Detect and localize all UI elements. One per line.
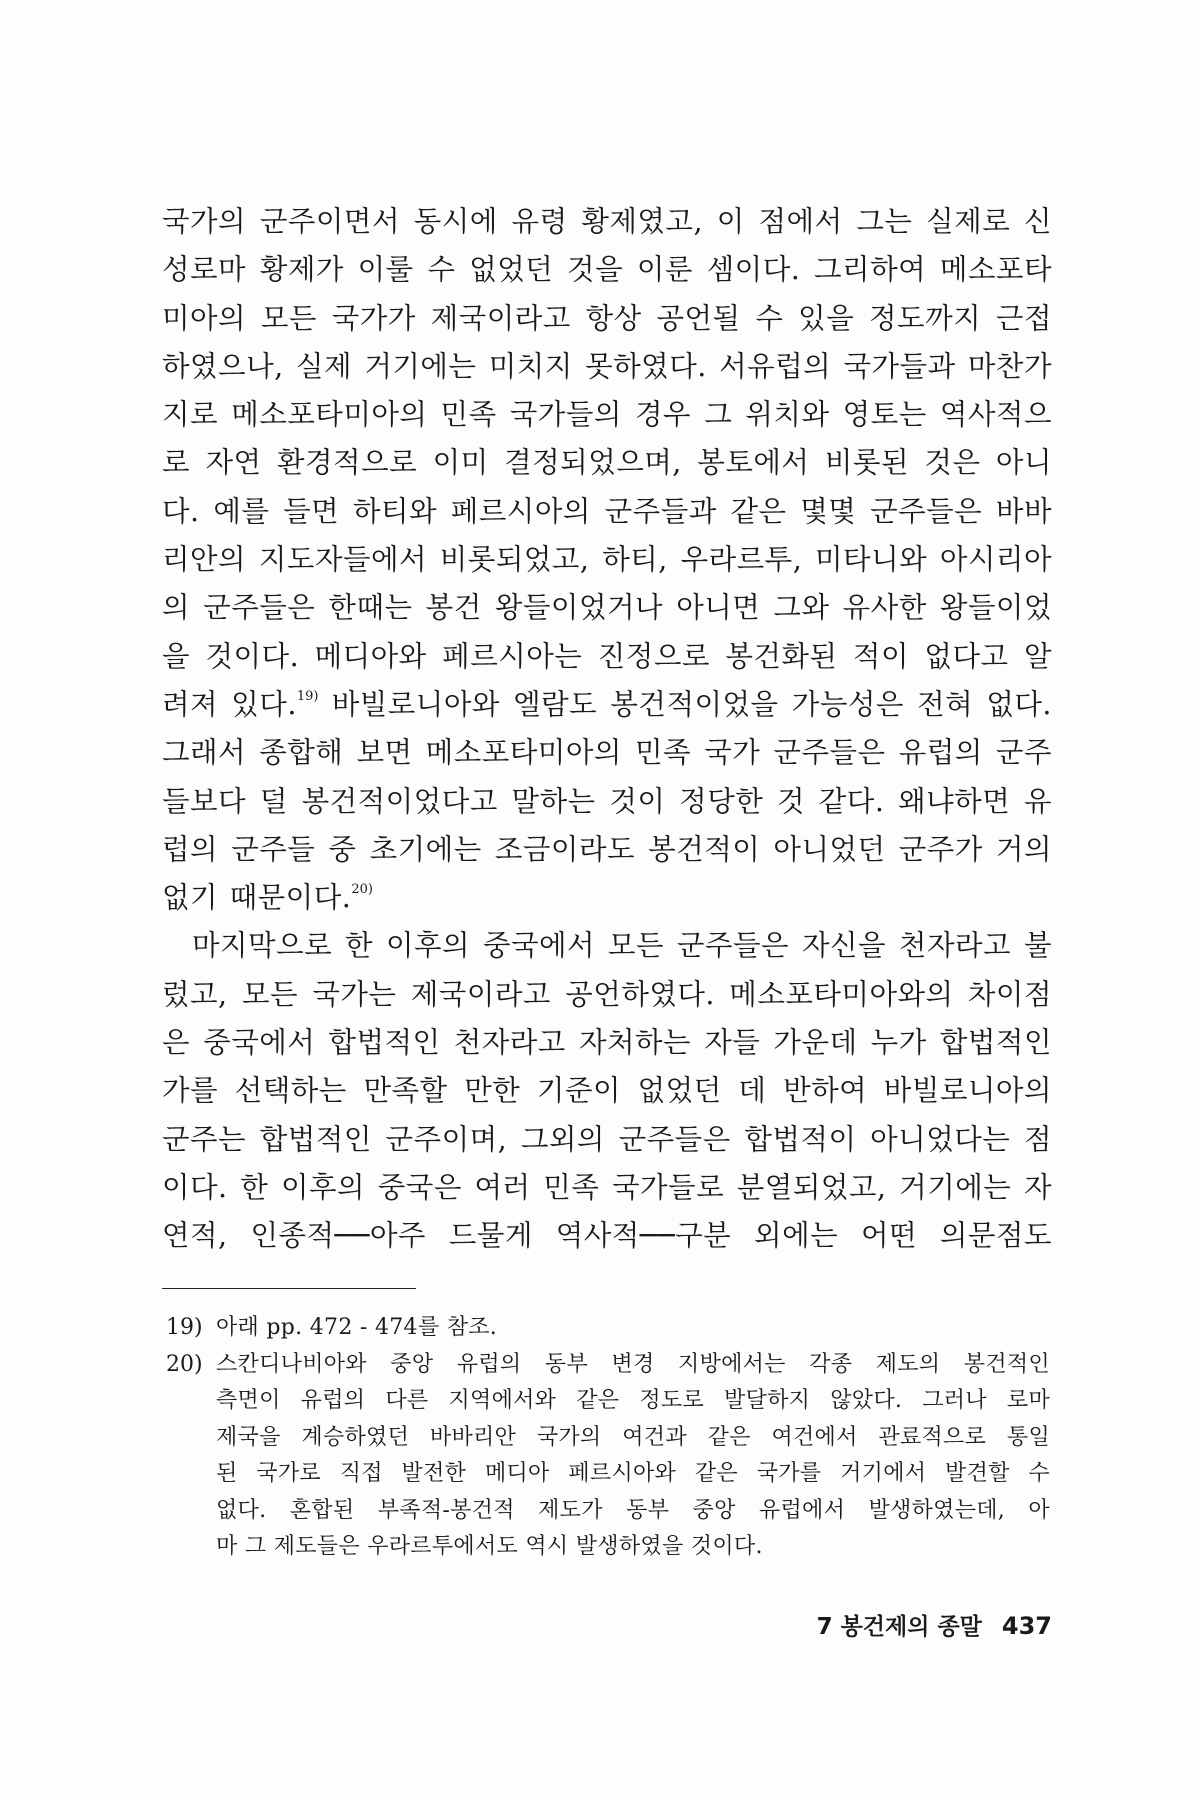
- footnote-line: 아래 pp. 472 - 474를 참조.: [216, 1315, 498, 1340]
- footnote-line: 된 국가로 직접 발전한 메디아 페르시아와 같은 국가를 거기에서 발견할 수: [216, 1461, 1050, 1486]
- footnote-line: 스칸디나비아와 중앙 유럽의 동부 변경 지방에서는 각종 제도의 봉건적인: [216, 1351, 1050, 1377]
- footnote-line: 없다. 혼합된 부족적-봉건적 제도가 동부 중앙 유럽에서 발생하였는데, 아: [216, 1497, 1050, 1523]
- text-fragment: 없기 때문이다.: [162, 881, 352, 915]
- footnote-ref-19[interactable]: 19): [296, 688, 319, 704]
- footnote-text: [216, 1347, 1050, 1566]
- text-fragment: 바빌로니아와 엘람도 봉건적이었을 가능성은 전혀 없다.: [318, 687, 1052, 721]
- footnote-line: 제국을 계승하였던 바바리안 국가의 여건과 같은 여건에서 관료적으로 통일: [216, 1424, 1050, 1450]
- footnote-text: [216, 1310, 1050, 1347]
- footnote-divider: [162, 1288, 416, 1289]
- text-line: 들보다 덜 봉건적이었다고 말하는 것이 정당한 것 같다. 왜냐하면 유: [162, 784, 1052, 818]
- text-line: 가를 선택하는 만족할 만한 기준이 없었던 데 반하여 바빌로니아의: [162, 1074, 1052, 1108]
- footnote-line: 측면이 유럽의 다른 지역에서와 같은 정도로 발달하지 않았다. 그러나 로마: [216, 1388, 1050, 1413]
- footnote-19: [166, 1310, 1050, 1347]
- text-line: 다. 예를 들면 하티와 페르시아의 군주들과 같은 몇몇 군주들은 바바: [162, 494, 1052, 528]
- page-number: 437: [1001, 1612, 1052, 1640]
- running-footer: [817, 1608, 1052, 1641]
- text-line: 미아의 모든 국가가 제국이라고 항상 공언될 수 있을 정도까지 근접: [162, 301, 1052, 335]
- text-fragment: 려져 있다.: [162, 687, 297, 721]
- footnote-ref-20[interactable]: 20): [351, 882, 373, 898]
- text-line: 연적, 인종적──아주 드물게 역사적──구분 외에는 어떤 의문점도: [162, 1219, 1052, 1253]
- text-line: [162, 681, 1052, 729]
- footnote-number: 20): [166, 1351, 203, 1377]
- footnote-20: [166, 1347, 1050, 1566]
- chapter-title: 7 봉건제의 종말: [816, 1614, 982, 1640]
- text-line: 마지막으로 한 이후의 중국에서 모든 군주들은 자신을 천자라고 불: [192, 929, 1052, 963]
- text-line: 하였으나, 실제 거기에는 미치지 못하였다. 서유럽의 국가들과 마찬가: [162, 349, 1052, 383]
- body-text: [162, 198, 1052, 1261]
- text-line: 이다. 한 이후의 중국은 여러 민족 국가들로 분열되었고, 거기에는 자: [162, 1170, 1052, 1204]
- footnotes: [166, 1310, 1050, 1566]
- text-line: 군주는 합법적인 군주이며, 그외의 군주들은 합법적이 아니었다는 점: [162, 1122, 1052, 1156]
- footnote-line: 마 그 제도들은 우라르투에서도 역시 발생하였을 것이다.: [216, 1534, 763, 1559]
- text-line: 지로 메소포타미아의 민족 국가들의 경우 그 위치와 영토는 역사적으: [162, 398, 1052, 432]
- text-line: [162, 874, 1052, 922]
- text-line: 럽의 군주들 중 초기에는 조금이라도 봉건적이 아니었던 군주가 거의: [162, 832, 1052, 866]
- text-line: 성로마 황제가 이룰 수 없었던 것을 이룬 셈이다. 그리하여 메소포타: [162, 253, 1052, 287]
- text-line: 국가의 군주이면서 동시에 유령 황제였고, 이 점에서 그는 실제로 신: [162, 205, 1052, 238]
- text-line: 을 것이다. 메디아와 페르시아는 진정으로 봉건화된 적이 없다고 알: [162, 639, 1052, 673]
- text-line: 렀고, 모든 국가는 제국이라고 공언하였다. 메소포타미아와의 차이점: [162, 977, 1052, 1011]
- text-line: 그래서 종합해 보면 메소포타미아의 민족 국가 군주들은 유럽의 군주: [162, 736, 1052, 770]
- text-line: 은 중국에서 합법적인 천자라고 자처하는 자들 가운데 누가 합법적인: [162, 1026, 1052, 1060]
- text-line: 의 군주들은 한때는 봉건 왕들이었거나 아니면 그와 유사한 왕들이었: [162, 591, 1052, 625]
- text-line: 리안의 지도자들에서 비롯되었고, 하티, 우라르투, 미타니와 아시리아: [162, 543, 1052, 577]
- text-line: 로 자연 환경적으로 이미 결정되었으며, 봉토에서 비롯된 것은 아니: [162, 446, 1052, 480]
- footnote-number: 19): [166, 1315, 203, 1340]
